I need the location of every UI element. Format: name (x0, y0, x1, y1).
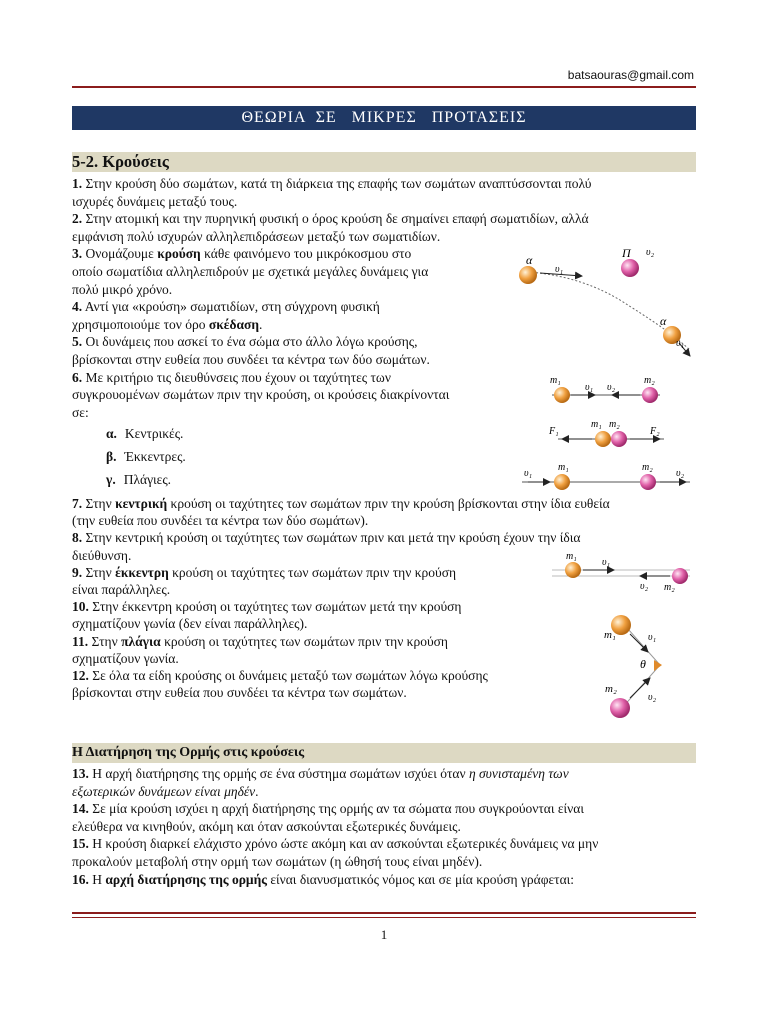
text-span: κρούση οι ταχύτητες των σωμάτων πριν την κρούση βρίσκονται στην ίδια ευθεία (167, 496, 610, 511)
text-span: 7. (72, 496, 83, 511)
text-span: είναι παράλληλες. (72, 582, 171, 597)
text-span: Σε όλα τα είδη κρούσης οι δυνάμεις μεταξύ των σωμάτων λόγω κρούσης (88, 668, 488, 683)
svg-text:α: α (660, 314, 667, 328)
section-heading-collisions: 5-2. Κρούσεις (72, 152, 696, 172)
svg-text:F₁: F₁ (549, 426, 559, 437)
svg-text:m₁: m₁ (604, 629, 616, 641)
text-span: η συνισταμένη των (468, 766, 569, 781)
svg-text:υ₁: υ₁ (585, 382, 594, 393)
text-span: κρούση (157, 246, 201, 262)
label-alpha: α (526, 253, 533, 267)
text-span: 3. (72, 246, 83, 262)
svg-text:υ₁: υ₁ (555, 264, 564, 275)
text-span: βρίσκονται στην ευθεία που συνδέει τα κέντρα των δύο σωμάτων. (72, 352, 430, 367)
page-number: 1 (380, 927, 388, 942)
text-span: ισχυρές δυνάμεις μεταξύ τους. (72, 193, 238, 209)
kind-label: Πλάγιες. (123, 472, 172, 487)
svg-text:υ₂: υ₂ (676, 468, 685, 479)
text-span: βρίσκονται στην ευθεία που συνδέει τα κέντρα των σωμάτων. (72, 685, 407, 701)
svg-text:υ₁: υ₁ (676, 338, 685, 349)
text-span: Στην κεντρική κρούση οι ταχύτητες των σωμάτων πριν και μετά την κρούση έχουν την ίδια (82, 530, 581, 546)
text-span: Στην (88, 633, 122, 649)
kind-letter: α. (106, 426, 117, 441)
text-span: είναι διανυσματικός νόμος και σε μία κρούση γράφεται: (266, 871, 575, 887)
text-span: προκαλούν μεταβολή στην ορμή των σωμάτων (η ώθησή τους είναι μηδέν). (72, 854, 483, 869)
text-span: Οι δυνάμεις που ασκεί το ένα σώμα στο άλλο λόγω κρούσης, (82, 334, 418, 350)
alpha-particle (519, 266, 537, 284)
svg-text:m₁: m₁ (550, 375, 561, 386)
text-span: 16. (72, 871, 89, 887)
text-span: Στην (82, 564, 116, 580)
svg-text:F₂: F₂ (650, 426, 660, 437)
svg-text:m₂: m₂ (609, 419, 620, 430)
text-span: κρούση οι ταχύτητες των σωμάτων πριν την κρούση (168, 564, 457, 580)
text-span: Στην ατομική και την πυρηνική φυσική ο όρος κρούση δε σημαίνει επαφή σωματιδίων, αλλά (82, 211, 589, 227)
central-collision-figure-2 (548, 419, 664, 447)
text-span: Στην κρούση δύο σωμάτων, κατά τη διάρκεια της επαφής των σωμάτων αναπτύσσονται πολύ (82, 176, 592, 191)
text-span: συγκρουομένων σωμάτων πριν την κρούση, οι κρούσεις διακρίνονται (72, 387, 450, 403)
text-span: . (259, 316, 263, 332)
text-span: Η (88, 871, 106, 887)
svg-text:Π: Π (622, 246, 631, 260)
text-span: οποίο σωματίδια αλληλεπιδρούν με σχετικά μεγάλες δυνάμεις για (72, 264, 429, 279)
text-span: σχηματίζουν γωνία. (72, 650, 179, 666)
text-span: Στην έκκεντρη κρούση οι ταχύτητες των σωμάτων μετά την κρούση (88, 599, 462, 615)
central-collision-figure-1 (550, 375, 660, 403)
svg-text:υ₁: υ₁ (648, 632, 657, 643)
svg-text:m₁: m₁ (558, 462, 569, 473)
text-span: σκέδαση (208, 316, 260, 332)
svg-text:m₂: m₂ (642, 462, 653, 473)
text-span: σε: (72, 404, 89, 420)
text-span: αρχή διατήρησης της ορμής (105, 871, 267, 887)
text-span: 4. (72, 299, 83, 315)
text-span: εξωτερικών δυνάμεων είναι μηδέν (72, 783, 256, 799)
page-title: ΘΕΩΡΙΑ ΣΕ ΜΙΚΡΕΣ ΠΡΟΤΑΣΕΙΣ (72, 106, 696, 130)
kind-label: Έκκεντρες. (124, 449, 186, 464)
text-span: σχηματίζουν γωνία (δεν είναι παράλληλες). (72, 616, 308, 632)
svg-text:m₁: m₁ (566, 551, 577, 562)
text-span: 13. (72, 766, 89, 781)
kind-letter: γ. (106, 472, 116, 487)
text-span: 14. (72, 801, 89, 817)
text-span: κρούση οι ταχύτητες των σωμάτων πριν την κρούση (160, 633, 448, 649)
svg-text:m₂: m₂ (644, 375, 655, 386)
text-span: έκκεντρη (115, 564, 169, 580)
text-span: 9. (72, 564, 83, 580)
svg-text:m₂: m₂ (605, 683, 617, 695)
text-span: 8. (72, 530, 83, 546)
text-span: χρησιμοποιούμε τον όρο (72, 316, 209, 332)
eccentric-collision-figure (552, 551, 690, 593)
text-span: διεύθυνση. (72, 547, 132, 563)
text-span: 5. (72, 334, 83, 350)
text-span: Στην (82, 496, 116, 511)
text-span: κεντρική (115, 496, 168, 511)
kind-letter: β. (106, 449, 117, 464)
text-span: 11. (72, 633, 89, 649)
text-span: πλάγια (121, 633, 161, 649)
text-span: . (255, 783, 259, 799)
oblique-collision-figure (604, 615, 662, 718)
author-email: batsaouras@gmail.com (567, 68, 694, 82)
text-span: (την ευθεία που συνδέει τα κέντρα των δύο σωμάτων). (72, 513, 369, 529)
text-span: ελεύθερα να κινηθούν, ακόμη και όταν ασκούνται εξωτερικές δυνάμεις. (72, 818, 461, 834)
section-heading-momentum: Η Διατήρηση της Ορμής στις κρούσεις (72, 743, 696, 763)
text-span: 10. (72, 599, 89, 615)
svg-text:υ₂: υ₂ (646, 247, 655, 258)
central-collision-figure-3 (522, 462, 690, 490)
scattering-figure (519, 246, 690, 356)
text-span: 6. (72, 369, 83, 385)
text-span: πολύ μικρό χρόνο. (72, 281, 173, 297)
svg-text:m₁: m₁ (591, 419, 602, 430)
svg-text:υ₂: υ₂ (607, 382, 616, 393)
text-span: Σε μία κρούση ισχύει η αρχή διατήρησης της ορμής αν τα σώματα που συγκρούονται είναι (88, 801, 584, 817)
text-span: 2. (72, 211, 83, 227)
text-span: κάθε φαινόμενο του μικρόκοσμου στο (200, 246, 412, 262)
text-span: Με κριτήριο τις διευθύνσεις που έχουν οι ταχύτητες των (82, 369, 391, 385)
nucleus (621, 259, 639, 277)
kind-label: Κεντρικές. (124, 426, 184, 441)
text-span: 15. (72, 836, 89, 852)
svg-text:υ₁: υ₁ (524, 468, 533, 479)
text-span: Η αρχή διατήρησης της ορμής σε ένα σύστημα σωμάτων ισχύει όταν (88, 766, 469, 781)
svg-text:υ₂: υ₂ (640, 581, 649, 592)
text-span: 12. (72, 668, 89, 683)
text-span: Η κρούση διαρκεί ελάχιστο χρόνο ώστε ακόμη και αν ασκούνται εξωτερικές δυνάμεις να μην (88, 836, 599, 852)
svg-text:θ: θ (640, 657, 646, 671)
text-span: Αντί για «κρούση» σωματιδίων, στη σύγχρονη φυσική (82, 299, 380, 315)
text-span: εμφάνιση πολύ ισχυρών αλληλεπιδράσεων μεταξύ των σωματιδίων. (72, 228, 441, 244)
svg-text:υ₁: υ₁ (602, 557, 611, 568)
text-span: Ονομάζουμε (82, 246, 158, 262)
text-span: 1. (72, 176, 83, 191)
svg-text:m₂: m₂ (664, 582, 675, 593)
svg-text:υ₂: υ₂ (648, 692, 657, 703)
